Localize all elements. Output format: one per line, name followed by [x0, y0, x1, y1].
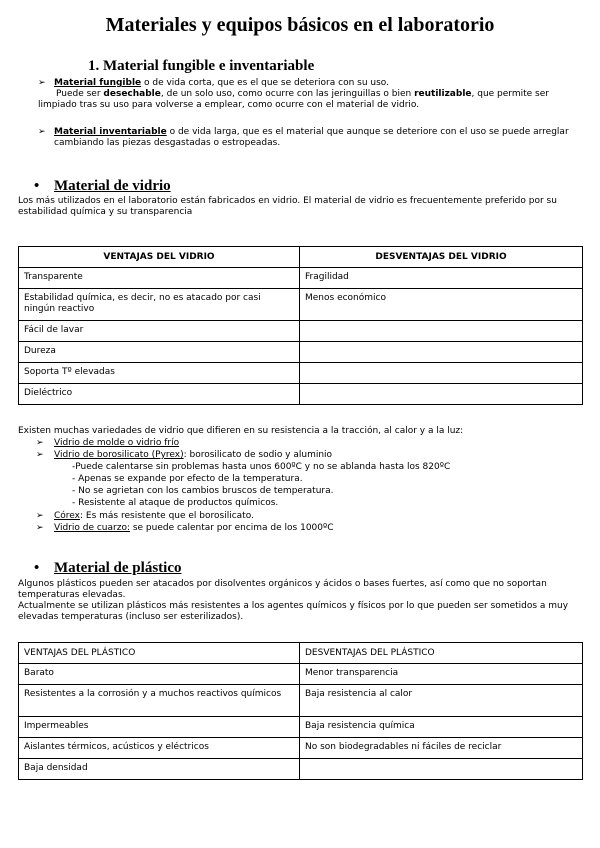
fungible-term: Material fungible: [54, 78, 142, 88]
bullet-icon: •: [34, 560, 40, 576]
table-header: DESVENTAJAS DEL PLÁSTICO: [300, 643, 583, 664]
vidrio-intro-line: estabilidad química y su transparencia: [18, 207, 193, 217]
table-cell: Dieléctrico: [19, 384, 300, 405]
table-cell: Estabilidad química, es decir, no es atacado por casi ningún reactivo: [19, 289, 300, 321]
section-heading-vidrio: [34, 178, 171, 195]
sub-item: - No se agrietan con los cambios bruscos de temperatura.: [72, 486, 334, 496]
table-cell: Fácil de lavar: [19, 321, 300, 342]
table-row: [19, 342, 583, 363]
sub-item: - Resistente al ataque de productos químicos.: [72, 498, 279, 508]
table-cell: [300, 384, 583, 405]
inventariable-text: cambiando las piezas desgastadas o estropeadas.: [54, 138, 281, 148]
plastico-table: [18, 642, 583, 780]
section-heading-fungible: 1. Material fungible e inventariable: [88, 58, 315, 74]
inventariable-term: Material inventariable: [54, 127, 167, 137]
variety-cuarzo: Vidrio de cuarzo:: [54, 523, 130, 533]
desechable-term: desechable: [103, 89, 161, 99]
table-cell: [300, 363, 583, 384]
table-header: VENTAJAS DEL PLÁSTICO: [19, 643, 300, 664]
section-heading-plastico: [34, 560, 181, 577]
table-cell: Fragilidad: [300, 268, 583, 289]
table-cell: [300, 342, 583, 363]
variety-corex: Córex: [54, 511, 80, 521]
table-row: [19, 664, 583, 685]
fungible-line3: limpiado tras su uso para volverse a emplear, como ocurre con el material de vidrio.: [38, 100, 420, 110]
arrow-bullet-icon: ➢: [38, 127, 46, 137]
table-row: [19, 759, 583, 780]
arrow-bullet-icon: ➢: [36, 438, 44, 448]
inventariable-text: o de vida larga, que es el material que aunque se deteriore con el uso se puede arreglar: [166, 127, 569, 137]
sub-item: -Puede calentarse sin problemas hasta unos 600ºC y no se ablanda hasta los 820ºC: [72, 462, 451, 472]
table-cell: Baja resistencia al calor: [300, 685, 583, 717]
vidrio-intro: [18, 196, 594, 218]
table-cell: No son biodegradables ni fáciles de reciclar: [300, 738, 583, 759]
table-cell: Resistentes a la corrosión y a muchos reactivos químicos: [19, 685, 300, 717]
table-row: [19, 717, 583, 738]
variety-text: : Es más resistente que el borosilicato.: [80, 511, 254, 521]
variety-text: se puede calentar por encima de los 1000ºC: [129, 523, 334, 533]
table-row: [19, 384, 583, 405]
table-cell: Menor transparencia: [300, 664, 583, 685]
table-cell: Barato: [19, 664, 300, 685]
fungible-text: , que permite ser: [471, 89, 549, 99]
table-cell: Menos económico: [300, 289, 583, 321]
reutilizable-term: reutilizable: [414, 89, 472, 99]
plastico-text-line: temperaturas elevadas.: [18, 590, 126, 600]
fungible-text: , de un solo uso, como ocurre con las jeringuillas o bien: [160, 89, 415, 99]
plastico-intro: [18, 579, 594, 623]
table-cell: Dureza: [19, 342, 300, 363]
page-title: Materiales y equipos básicos en el laboratorio: [105, 14, 495, 36]
varieties-intro: Existen muchas variedades de vidrio que difieren en su resistencia a la tracción, al calor y a la luz:: [18, 426, 464, 436]
table-cell: [300, 321, 583, 342]
table-cell: Transparente: [19, 268, 300, 289]
table-cell: Impermeables: [19, 717, 300, 738]
table-row: [19, 321, 583, 342]
arrow-bullet-icon: ➢: [36, 511, 44, 521]
fungible-paragraph: [54, 78, 594, 100]
plastico-text-line: Algunos plásticos pueden ser atacados por disolventes orgánicos y ácidos o bases fuertes, así como que no soportan: [18, 579, 547, 589]
arrow-bullet-icon: ➢: [36, 450, 44, 460]
fungible-text: o de vida corta, que es el que se deteriora con su uso.: [141, 78, 389, 88]
table-cell: Soporta Tº elevadas: [19, 363, 300, 384]
vidrio-intro-line: Los más utilizados en el laboratorio están fabricados en vidrio. El material de vidrio es frecuentemente preferido por su: [18, 196, 557, 206]
vidrio-table: [18, 246, 583, 405]
arrow-bullet-icon: ➢: [36, 523, 44, 533]
table-header: DESVENTAJAS DEL VIDRIO: [300, 247, 583, 268]
fungible-text: Puede ser: [56, 89, 104, 99]
table-header: VENTAJAS DEL VIDRIO: [19, 247, 300, 268]
variety-molde: Vidrio de molde o vidrio frío: [54, 438, 180, 448]
table-cell: Aislantes térmicos, acústicos y eléctricos: [19, 738, 300, 759]
vidrio-heading-text: Material de vidrio: [54, 178, 171, 194]
variety-borosilicato: Vidrio de borosilicato (Pyrex): [54, 450, 184, 460]
table-cell: [300, 759, 583, 780]
table-row: [19, 738, 583, 759]
table-row: [19, 363, 583, 384]
plastico-text-line: elevadas temperaturas (incluso ser esterilizados).: [18, 612, 244, 622]
table-row: [19, 685, 583, 717]
sub-item: - Apenas se expande por efecto de la temperatura.: [72, 474, 303, 484]
plastico-heading-text: Material de plástico: [54, 560, 182, 576]
table-cell: Baja densidad: [19, 759, 300, 780]
table-cell: Baja resistencia química: [300, 717, 583, 738]
plastico-text-line: Actualmente se utilizan plásticos más resistentes a los agentes químicos y físicos por lo que pueden ser sometidos a muy: [18, 601, 569, 611]
inventariable-paragraph: [54, 127, 594, 149]
table-row: [19, 289, 583, 321]
variety-text: : borosilicato de sodio y aluminio: [183, 450, 333, 460]
arrow-bullet-icon: ➢: [38, 78, 46, 88]
bullet-icon: •: [34, 178, 40, 194]
table-row: [19, 268, 583, 289]
